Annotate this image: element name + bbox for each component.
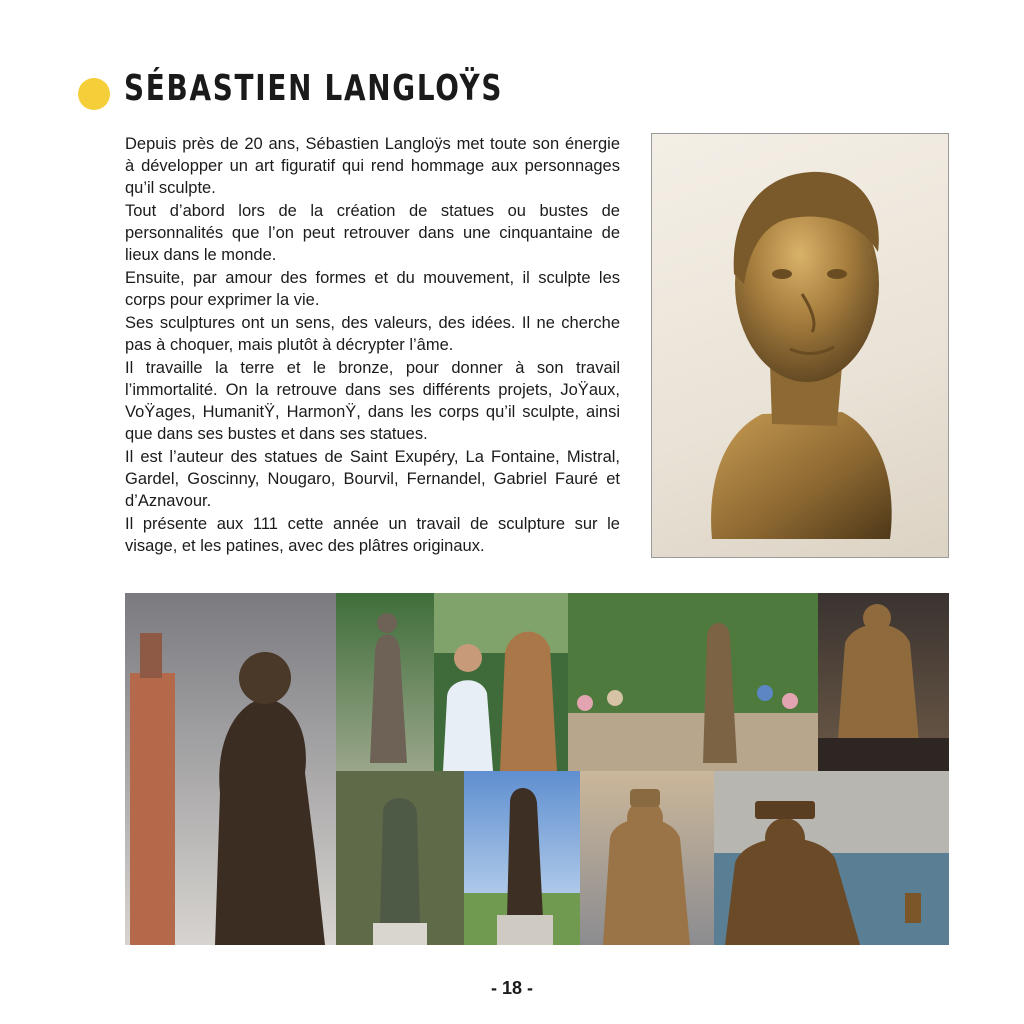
gallery-photo-square-statue: [568, 593, 818, 771]
gallery-photo-garden-statue: [336, 771, 464, 945]
bust-sculpture-illustration: [652, 134, 949, 558]
gallery-photo-mechanic-statue: [818, 593, 949, 771]
paragraph-1: Depuis près de 20 ans, Sébastien Langloÿs met toute son énergie à développer un art figuratif qui rend hommage aux personnages qu’il sculpte.: [125, 135, 620, 197]
paragraph-7: Il présente aux 111 cette année un travail de sculpture sur le visage, et les patines, avec des plâtres originaux.: [125, 515, 620, 555]
sculpture-photo-gallery: [125, 593, 949, 945]
paragraph-3: Ensuite, par amour des formes et du mouvement, il sculpte les corps pour exprimer la vie.: [125, 269, 620, 309]
gallery-photo-artist-with-sculpture: [434, 593, 568, 771]
gallery-photo-city-statue: [125, 593, 336, 945]
paragraph-5: Il travaille la terre et le bronze, pour donner à son travail l’immortalité. On la retrouve dans ses différents projets, JoŸaux, VoŸages, HumanitŸ, HarmonŸ, dans les corps qu’il sculpte, ainsi que dans ses bustes et dans ses statues.: [125, 359, 620, 443]
gallery-photo-chef-statue: [580, 771, 714, 945]
paragraph-6: Il est l’auteur des statues de Saint Exupéry, La Fontaine, Mistral, Gardel, Goscinny, Nougaro, Bourvil, Fernandel, Gabriel Fauré et d’Aznavour.: [125, 448, 620, 510]
page-title: SÉBASTIEN LANGLOŸS: [124, 68, 504, 109]
gallery-photo-park-statue: [336, 593, 434, 771]
gallery-photo-harbor-statue: [714, 771, 949, 945]
title-bullet-dot: [78, 78, 110, 110]
paragraph-4: Ses sculptures ont un sens, des valeurs, des idées. Il ne cherche pas à choquer, mais plutôt à décrypter l’âme.: [125, 314, 620, 354]
paragraph-2: Tout d’abord lors de la création de statues ou bustes de personnalités que l’on peut retrouver dans une cinquantaine de lieux dans le monde.: [125, 202, 620, 264]
gallery-collage: [125, 593, 949, 945]
page-number: - 18 -: [490, 978, 533, 998]
gallery-photo-pedestal-statue: [464, 771, 580, 945]
article-body: [125, 133, 620, 558]
bust-sculpture-photo: [651, 133, 949, 558]
